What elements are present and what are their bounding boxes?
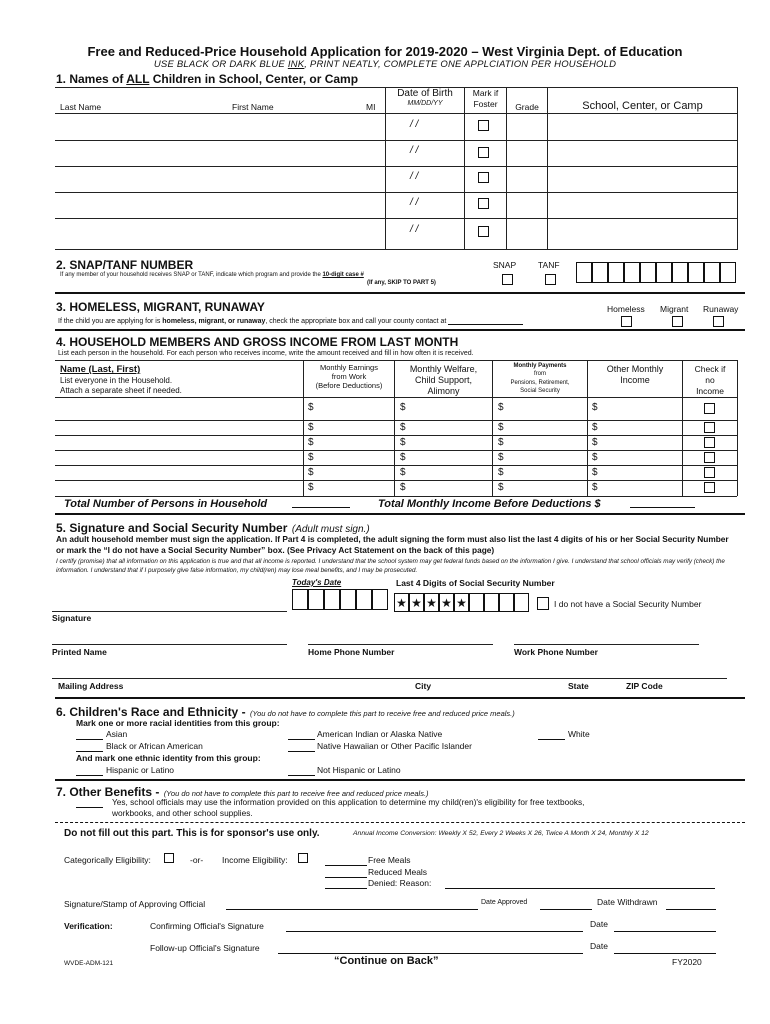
dob-col-line (385, 87, 386, 250)
reduced-meals-blank[interactable] (325, 869, 367, 878)
income-row-line (55, 450, 737, 451)
section1-heading (56, 72, 358, 86)
case-number-digit[interactable] (640, 262, 656, 283)
foster-checkbox[interactable] (478, 120, 489, 131)
sponsor-heading: Do not fill out this part. This is for sponsor's use only. (64, 828, 320, 839)
col-name: Name (Last, First) (60, 364, 141, 375)
hawaiian-blank[interactable] (288, 743, 315, 752)
ssn-masked-digit: ★ (424, 593, 439, 612)
todays-date-label: Today's Date (292, 578, 342, 587)
income-eligibility-checkbox[interactable] (298, 853, 308, 863)
confirming-date-label: Date (590, 919, 608, 929)
no-ssn-checkbox[interactable] (537, 597, 549, 610)
work-phone-line[interactable] (514, 644, 699, 645)
col-dob-format: MM/DD/YY (407, 100, 443, 107)
earnings-field[interactable]: $ (308, 467, 314, 478)
child-row-line (55, 218, 737, 219)
section-divider (55, 779, 745, 781)
printed-name-label: Printed Name (52, 647, 107, 657)
runaway-label: Runaway (703, 304, 739, 314)
case-number-digit[interactable] (592, 262, 608, 283)
col-payments-2: from (534, 371, 546, 377)
foster-checkbox[interactable] (478, 172, 489, 183)
child-row-line (55, 166, 737, 167)
free-meals-blank[interactable] (325, 857, 367, 866)
col-check-2: no (705, 375, 715, 385)
date-withdrawn-label: Date Withdrawn (597, 897, 658, 907)
section1-bottom-line (55, 249, 737, 250)
section-divider (55, 697, 745, 699)
section1-heading-pre: 1. Names of (56, 72, 127, 86)
county-contact-field[interactable] (448, 316, 523, 325)
approving-official-field[interactable] (226, 901, 478, 910)
income-row-line (55, 465, 737, 466)
other-income-field[interactable]: $ (592, 482, 598, 493)
other-benefits-text1: Yes, school officials may use the information provided on this application to determine my child(ren)'s eligibility for free textbooks, (112, 797, 585, 807)
earnings-field[interactable]: $ (308, 452, 314, 463)
verification-label: Verification: (64, 921, 113, 931)
section-divider (55, 513, 745, 515)
asian-blank[interactable] (76, 731, 103, 740)
col-name-sub1: List everyone in the Household. (60, 376, 173, 385)
subtitle-text-end: , PRINT NEATLY, COMPLETE ONE APPLCIATION PER HOUSEHOLD (304, 59, 617, 70)
hawaiian-label: Native Hawaiian or Other Pacific Islander (317, 741, 472, 751)
col-mi: MI (366, 102, 376, 112)
migrant-checkbox[interactable] (672, 316, 683, 327)
followup-date-label: Date (590, 941, 608, 951)
date-approved-field[interactable] (540, 901, 592, 910)
income-row-line (55, 480, 737, 481)
no-ssn-label: I do not have a Social Security Number (554, 599, 702, 609)
section3-note-pre: If the child you are applying for is (58, 318, 163, 325)
foster-checkbox[interactable] (478, 147, 489, 158)
no-income-checkbox[interactable] (704, 422, 715, 433)
case-number-digit[interactable] (720, 262, 736, 283)
home-phone-label: Home Phone Number (308, 647, 395, 657)
welfare-field[interactable]: $ (400, 437, 406, 448)
not-hispanic-blank[interactable] (288, 767, 315, 776)
child-row-line (55, 140, 737, 141)
col-other-1: Other Monthly (606, 364, 664, 374)
denied-label: Denied: Reason: (368, 878, 432, 888)
section2-skip-note: (If any, SKIP TO PART 5) (367, 280, 436, 286)
race-intro: Mark one or more racial identities from this group: (76, 718, 280, 728)
income-row-line (55, 435, 737, 436)
col-earnings-2: from Work (331, 372, 367, 381)
section5-heading-note: (Adult must sign.) (291, 524, 370, 535)
ssn-masked-digit: ★ (409, 593, 424, 612)
tanf-checkbox[interactable] (545, 274, 556, 285)
payments-field[interactable]: $ (498, 437, 504, 448)
form-title: Free and Reduced-Price Household Application for 2019-2020 – West Virginia Dept. of Education (87, 44, 683, 59)
section6-heading-text: 6. Children's Race and Ethnicity - (56, 705, 246, 719)
payments-field[interactable]: $ (498, 402, 504, 413)
categorical-eligibility-label: Categorically Eligibility: (64, 855, 151, 865)
other-income-field[interactable]: $ (592, 452, 598, 463)
signature-line[interactable] (52, 611, 287, 612)
case-number-digit[interactable] (576, 262, 592, 283)
homeless-checkbox[interactable] (621, 316, 632, 327)
section2-note-text: If any member of your household receives SNAP or TANF, indicate which program and provide the (60, 272, 323, 278)
no-income-checkbox[interactable] (704, 437, 715, 448)
form-id: WVDE-ADM-121 (64, 960, 114, 967)
section1-right-line (737, 87, 738, 250)
section-divider (55, 329, 745, 331)
work-phone-label: Work Phone Number (514, 647, 598, 657)
form-subtitle (0, 59, 770, 70)
subtitle-ink: INK (287, 59, 305, 70)
date-digit[interactable] (324, 589, 340, 610)
other-benefits-blank[interactable] (76, 799, 103, 808)
zip-label: ZIP Code (626, 681, 663, 691)
total-income-label: Total Monthly Income Before Deductions $ (378, 498, 601, 510)
snap-checkbox[interactable] (502, 274, 513, 285)
col-foster-1: Mark if (472, 88, 499, 98)
income-table-top (55, 360, 737, 361)
income-table-right (737, 360, 738, 496)
mailing-address-line[interactable] (52, 678, 727, 679)
income-table-bottom (55, 496, 737, 497)
date-approved-label: Date Approved (481, 899, 528, 906)
col-first-name: First Name (232, 102, 274, 112)
dob-field[interactable]: / / (410, 145, 419, 156)
col-payments-1: Monthly Payments (513, 363, 567, 369)
col-other-2: Income (620, 375, 650, 385)
total-persons-label: Total Number of Persons in Household (64, 498, 268, 510)
date-digit[interactable] (340, 589, 356, 610)
dob-field[interactable]: / / (410, 171, 419, 182)
section2-heading: 2. SNAP/TANF NUMBER (56, 258, 194, 272)
runaway-checkbox[interactable] (713, 316, 724, 327)
col-earnings-1: Monthly Earnings (320, 363, 378, 372)
not-hispanic-label: Not Hispanic or Latino (317, 765, 401, 775)
reduced-meals-label: Reduced Meals (368, 867, 428, 877)
or-label: -or- (190, 855, 204, 865)
col-welfare-1: Monthly Welfare, (409, 364, 478, 374)
free-meals-label: Free Meals (368, 855, 411, 865)
other-income-field[interactable]: $ (592, 467, 598, 478)
foster-checkbox[interactable] (478, 198, 489, 209)
child-row-line (55, 192, 737, 193)
ssn-masked-digit: ★ (454, 593, 469, 612)
confirming-official-field[interactable] (286, 923, 583, 932)
welfare-field[interactable]: $ (400, 402, 406, 413)
section-divider-dashed (55, 822, 745, 823)
case-number-digit[interactable] (624, 262, 640, 283)
home-phone-line[interactable] (308, 644, 493, 645)
section3-note-post: , check the appropriate box and call your county contact at (265, 318, 447, 325)
dob-field[interactable]: / / (410, 224, 419, 235)
section1-heading-post: Children in School, Center, or Camp (149, 72, 359, 86)
state-label: State (568, 681, 589, 691)
snap-label: SNAP (493, 260, 517, 270)
amind-blank[interactable] (288, 731, 315, 740)
section4-note: List each person in the household. For each person who receives income, write the amount received and fill in how often it is received. (58, 350, 474, 357)
white-label: White (568, 729, 590, 739)
denied-reason-field[interactable] (445, 880, 715, 889)
section2-note (60, 272, 364, 278)
date-digit[interactable] (372, 589, 388, 610)
earnings-field[interactable]: $ (308, 437, 314, 448)
section1-header-line (55, 113, 737, 114)
ssn-digit[interactable] (469, 593, 484, 612)
signature-label: Signature (52, 613, 92, 623)
col-earnings-3: (Before Deductions) (315, 381, 383, 390)
earnings-field[interactable]: $ (308, 482, 314, 493)
asian-label: Asian (106, 729, 128, 739)
followup-date-field[interactable] (614, 945, 716, 954)
no-income-checkbox[interactable] (704, 452, 715, 463)
section7-heading-note: (You do not have to complete this part to receive free and reduced price meals.) (163, 789, 429, 798)
payments-field[interactable]: $ (498, 467, 504, 478)
section3-note (58, 316, 523, 325)
section3-heading: 3. HOMELESS, MIGRANT, RUNAWAY (56, 300, 265, 314)
income-eligibility-label: Income Eligibility: (222, 855, 288, 865)
ssn-digit[interactable] (514, 593, 529, 612)
welfare-field[interactable]: $ (400, 422, 406, 433)
section4-heading: 4. HOUSEHOLD MEMBERS AND GROSS INCOME FROM LAST MONTH (56, 335, 459, 349)
section5-heading-text: 5. Signature and Social Security Number (56, 521, 288, 535)
col-school: School, Center, or Camp (582, 100, 703, 112)
welfare-field[interactable]: $ (400, 452, 406, 463)
col-payments-3: Pensions, Retirement, (510, 380, 570, 386)
section3-note-bold: homeless, migrant, or runaway (162, 318, 266, 325)
payments-field[interactable]: $ (498, 422, 504, 433)
mailing-address-label: Mailing Address (58, 681, 124, 691)
other-benefits-text2: workbooks, and other school supplies. (112, 808, 253, 818)
section5-certification: I certify (promise) that all information on this application is true and that all income is reported. I understand that the school system may get federal funds based on the information I give. I understand that school officials may verify (check) the information. I understand that if I purposely give false information, my child(ren) may lose meal benefits, and I may be prosecuted. (56, 558, 725, 574)
black-blank[interactable] (76, 743, 103, 752)
printed-name-line[interactable] (52, 644, 287, 645)
section-divider (55, 292, 745, 294)
confirming-official-label: Confirming Official's Signature (150, 921, 264, 931)
other-income-field[interactable]: $ (592, 422, 598, 433)
section5-instructions: An adult household member must sign the application. If Part 4 is completed, the adult signing the form must also list the last 4 digits of his or her Social Security Number or mark the “I do not have a Social Security Number” box. (See Privacy Act Statement on the back of this page) (56, 534, 729, 555)
subtitle-text: USE BLACK OR DARK BLUE (153, 59, 288, 70)
approving-official-label: Signature/Stamp of Approving Official (64, 899, 206, 909)
hispanic-label: Hispanic or Latino (106, 765, 175, 775)
foster-checkbox[interactable] (478, 226, 489, 237)
col-welfare-3: Alimony (427, 386, 460, 396)
fiscal-year: FY2020 (672, 957, 702, 967)
earnings-field[interactable]: $ (308, 422, 314, 433)
white-blank[interactable] (538, 731, 565, 740)
col-welfare-2: Child Support, (414, 375, 473, 385)
col-last-name: Last Name (60, 102, 102, 112)
other-income-field[interactable]: $ (592, 402, 598, 413)
no-income-checkbox[interactable] (704, 403, 715, 414)
dob-field[interactable]: / / (410, 119, 419, 130)
case-number-digit[interactable] (704, 262, 720, 283)
welfare-field[interactable]: $ (400, 482, 406, 493)
income-header-line (55, 397, 737, 398)
case-number-digit[interactable] (608, 262, 624, 283)
case-number-digit[interactable] (688, 262, 704, 283)
followup-official-field[interactable] (278, 945, 583, 954)
col-dob: Date of Birth (397, 88, 453, 99)
payments-field[interactable]: $ (498, 452, 504, 463)
followup-official-label: Follow-up Official's Signature (150, 943, 260, 953)
ssn-label: Last 4 Digits of Social Security Number (396, 578, 555, 588)
continue-on-back: “Continue on Back” (334, 955, 439, 967)
section7-heading-text: 7. Other Benefits - (56, 785, 160, 799)
date-digit[interactable] (356, 589, 372, 610)
col-name-sub2: Attach a separate sheet if needed. (60, 386, 182, 395)
categorical-checkbox[interactable] (164, 853, 174, 863)
earnings-field[interactable]: $ (308, 402, 314, 413)
date-digit[interactable] (292, 589, 308, 610)
ethnicity-intro: And mark one ethnic identity from this group: (76, 753, 261, 763)
total-persons-field[interactable] (292, 499, 350, 508)
col-grade: Grade (515, 102, 539, 112)
case-number-digit[interactable] (672, 262, 688, 283)
ssn-masked-digit: ★ (439, 593, 454, 612)
income-row-line (55, 420, 737, 421)
black-label: Black or African American (106, 741, 203, 751)
payments-field[interactable]: $ (498, 482, 504, 493)
other-income-field[interactable]: $ (592, 437, 598, 448)
ssn-digit[interactable] (484, 593, 499, 612)
confirming-date-field[interactable] (614, 923, 716, 932)
col-check-1: Check if (694, 364, 726, 374)
city-label: City (415, 681, 432, 691)
migrant-label: Migrant (660, 304, 689, 314)
ssn-masked-digit: ★ (394, 593, 409, 612)
amind-label: American Indian or Alaska Native (317, 729, 443, 739)
foster-col-line (464, 87, 465, 250)
col-check-3: Income (696, 386, 724, 396)
section6-heading-note: (You do not have to complete this part to receive free and reduced price meals.) (250, 709, 515, 718)
denied-blank[interactable] (325, 880, 367, 889)
tanf-label: TANF (538, 260, 560, 270)
section2-note-case: 10-digit case # (322, 272, 364, 278)
income-conversion-note: Annual Income Conversion: Weekly X 52, Every 2 Weeks X 26, Twice A Month X 24, Monthly X 12 (353, 830, 649, 837)
total-income-field[interactable] (630, 499, 695, 508)
welfare-field[interactable]: $ (400, 467, 406, 478)
no-income-checkbox[interactable] (704, 467, 715, 478)
col-foster-2: Foster (473, 99, 498, 109)
hispanic-blank[interactable] (76, 767, 103, 776)
date-digit[interactable] (308, 589, 324, 610)
case-number-digit[interactable] (656, 262, 672, 283)
homeless-label: Homeless (607, 304, 645, 314)
dob-field[interactable]: / / (410, 197, 419, 208)
section1-heading-all: ALL (126, 72, 150, 86)
date-withdrawn-field[interactable] (666, 901, 716, 910)
ssn-digit[interactable] (499, 593, 514, 612)
col-payments-4: Social Security (520, 388, 560, 394)
no-income-checkbox[interactable] (704, 482, 715, 493)
